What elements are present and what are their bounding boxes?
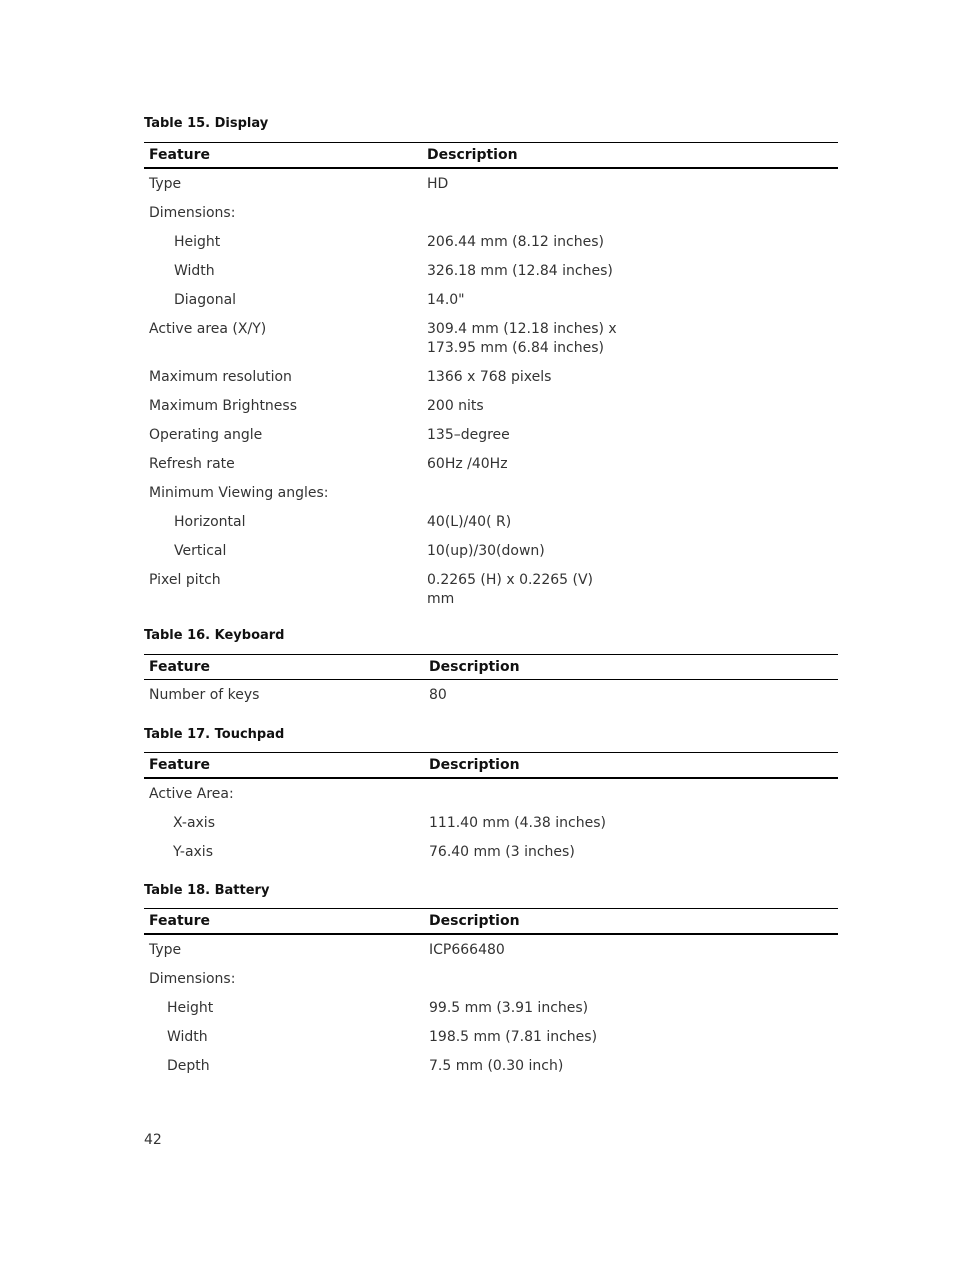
keyboard-spec-table xyxy=(144,654,838,709)
description-cell: 111.40 mm (4.38 inches) xyxy=(429,815,606,831)
description-cell: 7.5 mm (0.30 inch) xyxy=(429,1058,564,1074)
description-cell: 80 xyxy=(429,687,447,703)
table-row xyxy=(144,680,838,710)
table-row xyxy=(144,391,838,420)
table-row xyxy=(144,168,838,198)
table-row xyxy=(144,256,838,285)
table-row xyxy=(144,934,838,964)
description-cell: 40(L)/40( R) xyxy=(427,514,512,530)
table-row xyxy=(144,778,838,808)
table-header-row xyxy=(144,909,838,935)
description-cell: 1366 x 768 pixels xyxy=(427,369,552,385)
description-cell: 60Hz /40Hz xyxy=(427,456,508,472)
feature-cell: Height xyxy=(167,1000,214,1016)
table-row xyxy=(144,837,838,866)
feature-cell: Width xyxy=(174,263,215,279)
table-row xyxy=(144,565,838,613)
feature-cell: Refresh rate xyxy=(149,456,235,472)
table-row xyxy=(144,285,838,314)
touchpad-spec-table xyxy=(144,752,838,866)
feature-cell: Active area (X/Y) xyxy=(149,321,267,337)
feature-cell: Horizontal xyxy=(174,514,246,530)
feature-cell: Y-axis xyxy=(173,844,213,860)
table-row xyxy=(144,227,838,256)
table-row xyxy=(144,362,838,391)
feature-cell: Height xyxy=(174,234,221,250)
table-row xyxy=(144,993,838,1022)
page-number: 42 xyxy=(144,1132,162,1148)
description-cell: 99.5 mm (3.91 inches) xyxy=(429,1000,589,1016)
description-cell: 198.5 mm (7.81 inches) xyxy=(429,1029,598,1045)
description-cell: 200 nits xyxy=(427,398,484,414)
battery-table-body xyxy=(144,934,838,1080)
table-row xyxy=(144,536,838,565)
table-caption-battery: Table 18. Battery xyxy=(144,883,270,898)
table-row xyxy=(144,449,838,478)
description-cell: 135–degree xyxy=(427,427,510,443)
table-caption-touchpad: Table 17. Touchpad xyxy=(144,727,285,742)
header-feature: Feature xyxy=(144,909,424,935)
table-row xyxy=(144,1051,838,1080)
feature-cell: X-axis xyxy=(173,815,215,831)
table-row xyxy=(144,420,838,449)
feature-cell: Depth xyxy=(167,1058,210,1074)
table-row xyxy=(144,507,838,536)
battery-spec-table xyxy=(144,908,838,1080)
touchpad-table-body xyxy=(144,778,838,866)
feature-cell: Diagonal xyxy=(174,292,237,308)
description-cell: 326.18 mm (12.84 inches) xyxy=(427,263,613,279)
feature-cell: Type xyxy=(149,942,182,958)
table-header-row xyxy=(144,655,838,680)
table-row xyxy=(144,1022,838,1051)
table-row xyxy=(144,478,838,507)
description-cell: 14.0" xyxy=(427,292,465,308)
feature-cell: Active Area: xyxy=(149,786,234,802)
header-description: Description xyxy=(424,753,838,779)
table-caption-display: Table 15. Display xyxy=(144,116,269,131)
description-cell: 10(up)/30(down) xyxy=(427,543,545,559)
description-cell xyxy=(422,478,838,507)
display-spec-table xyxy=(144,142,838,613)
header-feature: Feature xyxy=(144,655,424,680)
header-description: Description xyxy=(422,143,838,169)
header-feature: Feature xyxy=(144,143,422,169)
description-cell: 309.4 mm (12.18 inches) x 173.95 mm (6.84 inches) xyxy=(427,321,617,356)
description-cell xyxy=(424,778,838,808)
feature-cell: Vertical xyxy=(174,543,227,559)
description-cell: HD xyxy=(427,176,449,192)
table-row xyxy=(144,314,838,362)
description-cell: 206.44 mm (8.12 inches) xyxy=(427,234,604,250)
keyboard-table-body xyxy=(144,680,838,710)
description-cell xyxy=(422,198,838,227)
table-row xyxy=(144,198,838,227)
header-feature: Feature xyxy=(144,753,424,779)
feature-cell: Maximum Brightness xyxy=(149,398,298,414)
feature-cell: Pixel pitch xyxy=(149,572,221,588)
table-header-row xyxy=(144,753,838,779)
description-cell: 76.40 mm (3 inches) xyxy=(429,844,575,860)
table-row xyxy=(144,964,838,993)
feature-cell: Number of keys xyxy=(149,687,260,703)
feature-cell: Operating angle xyxy=(149,427,263,443)
header-description: Description xyxy=(424,655,838,680)
feature-cell: Dimensions: xyxy=(149,971,236,987)
feature-cell: Width xyxy=(167,1029,208,1045)
table-row xyxy=(144,808,838,837)
feature-cell: Maximum resolution xyxy=(149,369,292,385)
feature-cell: Dimensions: xyxy=(149,205,236,221)
display-table-body xyxy=(144,168,838,613)
description-cell xyxy=(424,964,838,993)
feature-cell: Type xyxy=(149,176,182,192)
feature-cell: Minimum Viewing angles: xyxy=(149,485,329,501)
table-caption-keyboard: Table 16. Keyboard xyxy=(144,628,285,643)
description-cell: ICP666480 xyxy=(429,942,505,958)
header-description: Description xyxy=(424,909,838,935)
table-header-row xyxy=(144,143,838,169)
description-cell: 0.2265 (H) x 0.2265 (V) mm xyxy=(427,572,594,607)
